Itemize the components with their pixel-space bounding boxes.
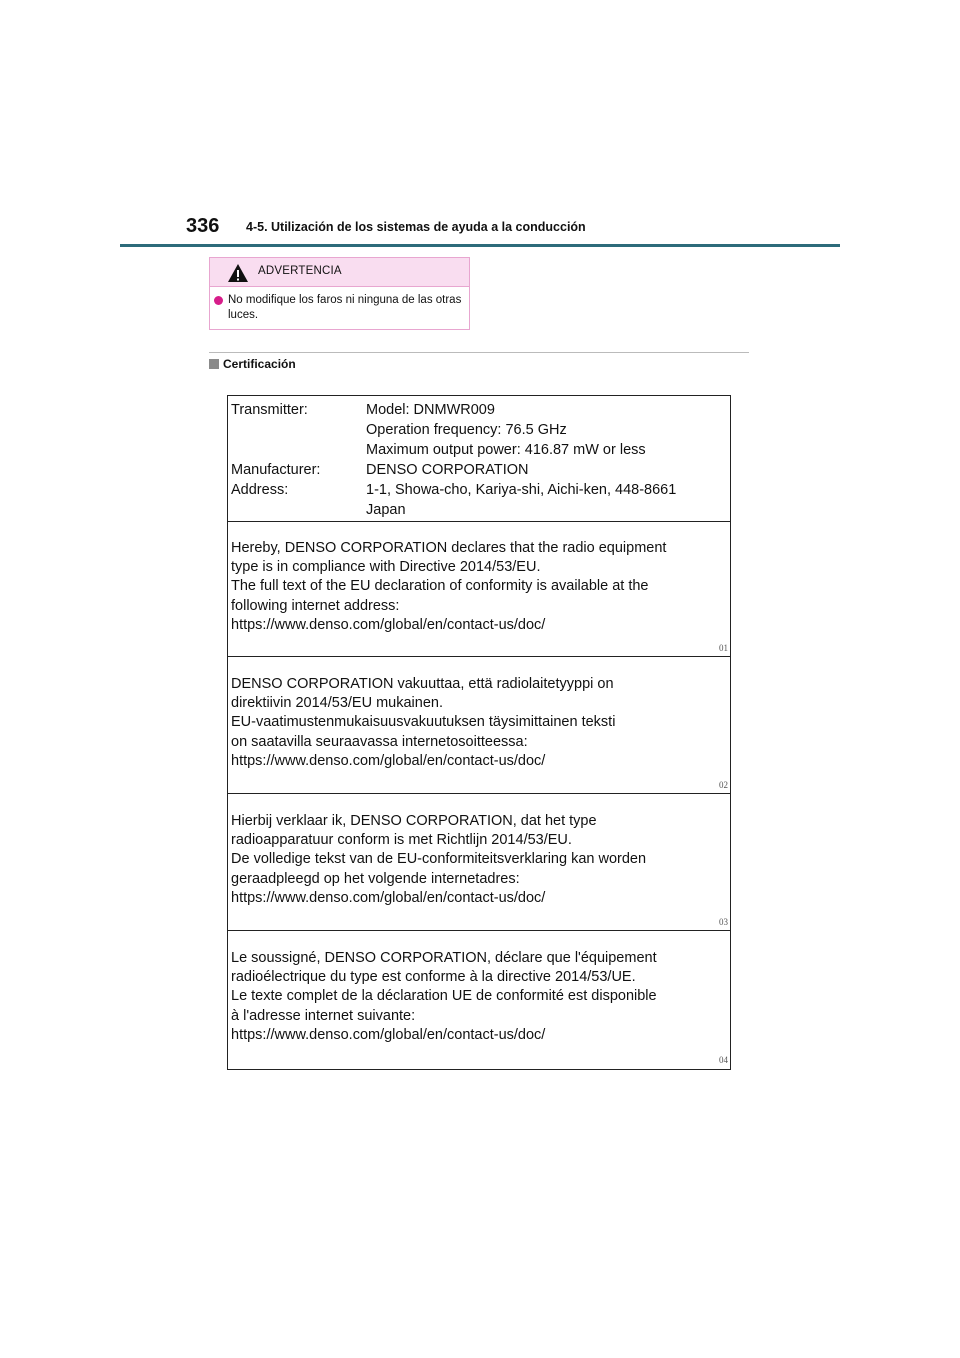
declaration-section [228,794,730,931]
declaration-section [228,657,730,794]
warning-triangle-icon [227,263,249,283]
declaration-line: https://www.denso.com/global/en/contact-us/doc/ [231,752,546,769]
declaration-line: radioapparatuur conform is met Richtlijn 2014/53/EU. [231,832,572,849]
declaration-line: Hereby, DENSO CORPORATION declares that the radio equipment [231,540,667,556]
section-code: 03 [719,917,728,927]
warning-box [209,257,470,330]
bullet-icon [214,296,223,305]
declaration-line: Hierbij verklaar ik, DENSO CORPORATION, dat het type [231,813,597,829]
declaration-line: DENSO CORPORATION vakuuttaa, että radiolaitetyyppi on [231,676,614,692]
section-code: 02 [719,780,728,790]
declaration-text [231,949,657,1045]
spec-label: Manufacturer: [231,462,321,478]
certification-heading-text: Certificación [223,357,296,371]
spec-row-manufacturer [231,460,676,480]
declaration-line: EU-vaatimustenmukaisuusvakuutuksen täysimittainen teksti [231,714,616,731]
spec-value: Operation frequency: 76.5 GHz [366,422,567,438]
declaration-section [228,931,730,1068]
spec-row-transmitter [231,400,676,460]
declaration-text [231,675,615,771]
declaration-line: De volledige tekst van de EU-conformiteitsverklaring kan worden [231,851,647,868]
declaration-section [228,522,730,657]
declaration-line: on saatavilla seuraavassa internetosoitteessa: [231,733,528,750]
section-code: 04 [719,1055,728,1065]
section-code: 01 [719,643,728,653]
declaration-text [231,539,666,635]
spec-value: Japan [366,502,406,518]
declaration-line: direktiivin 2014/53/EU mukainen. [231,695,443,712]
declaration-line: Le soussigné, DENSO CORPORATION, déclare que l'équipement [231,950,657,966]
spec-value: Maximum output power: 416.87 mW or less [366,442,646,458]
declaration-line: type is in compliance with Directive 2014/53/EU. [231,559,541,576]
declaration-line: https://www.denso.com/global/en/contact-us/doc/ [231,616,546,633]
header-rule [120,244,840,247]
spec-value: 1-1, Showa-cho, Kariya-shi, Aichi-ken, 448-8661 [366,482,677,498]
spec-row-address [231,480,676,520]
declaration-line: geraadpleegd op het volgende internetadres: [231,870,520,887]
spec-label: Transmitter: [231,402,308,418]
warning-header [210,258,469,287]
spec-grid [231,400,676,520]
spec-value: DENSO CORPORATION [366,462,529,478]
warning-item [210,287,469,323]
page-number: 336 [186,215,220,237]
certification-rule [209,352,749,353]
declaration-text [231,812,646,908]
certification-table [227,395,731,1070]
spec-value: Model: DNMWR009 [366,402,495,418]
spec-label: Address: [231,482,289,498]
declaration-line: following internet address: [231,597,400,614]
declaration-line: à l'adresse internet suivante: [231,1007,416,1024]
declaration-line: Le texte complet de la déclaration UE de conformité est disponible [231,988,657,1005]
declaration-line: radioélectrique du type est conforme à la directive 2014/53/UE. [231,969,636,986]
section-title: 4-5. Utilización de los sistemas de ayuda a la conducción [246,220,586,234]
spec-section [228,396,730,522]
declaration-line: https://www.denso.com/global/en/contact-us/doc/ [231,1026,546,1043]
certification-heading [209,357,296,371]
warning-title: ADVERTENCIA [258,265,342,277]
warning-item-text: No modifique los faros ni ninguna de las otras luces. [228,294,462,321]
declaration-line: https://www.denso.com/global/en/contact-us/doc/ [231,889,546,906]
square-bullet-icon [209,359,219,369]
declaration-line: The full text of the EU declaration of conformity is available at the [231,578,649,595]
